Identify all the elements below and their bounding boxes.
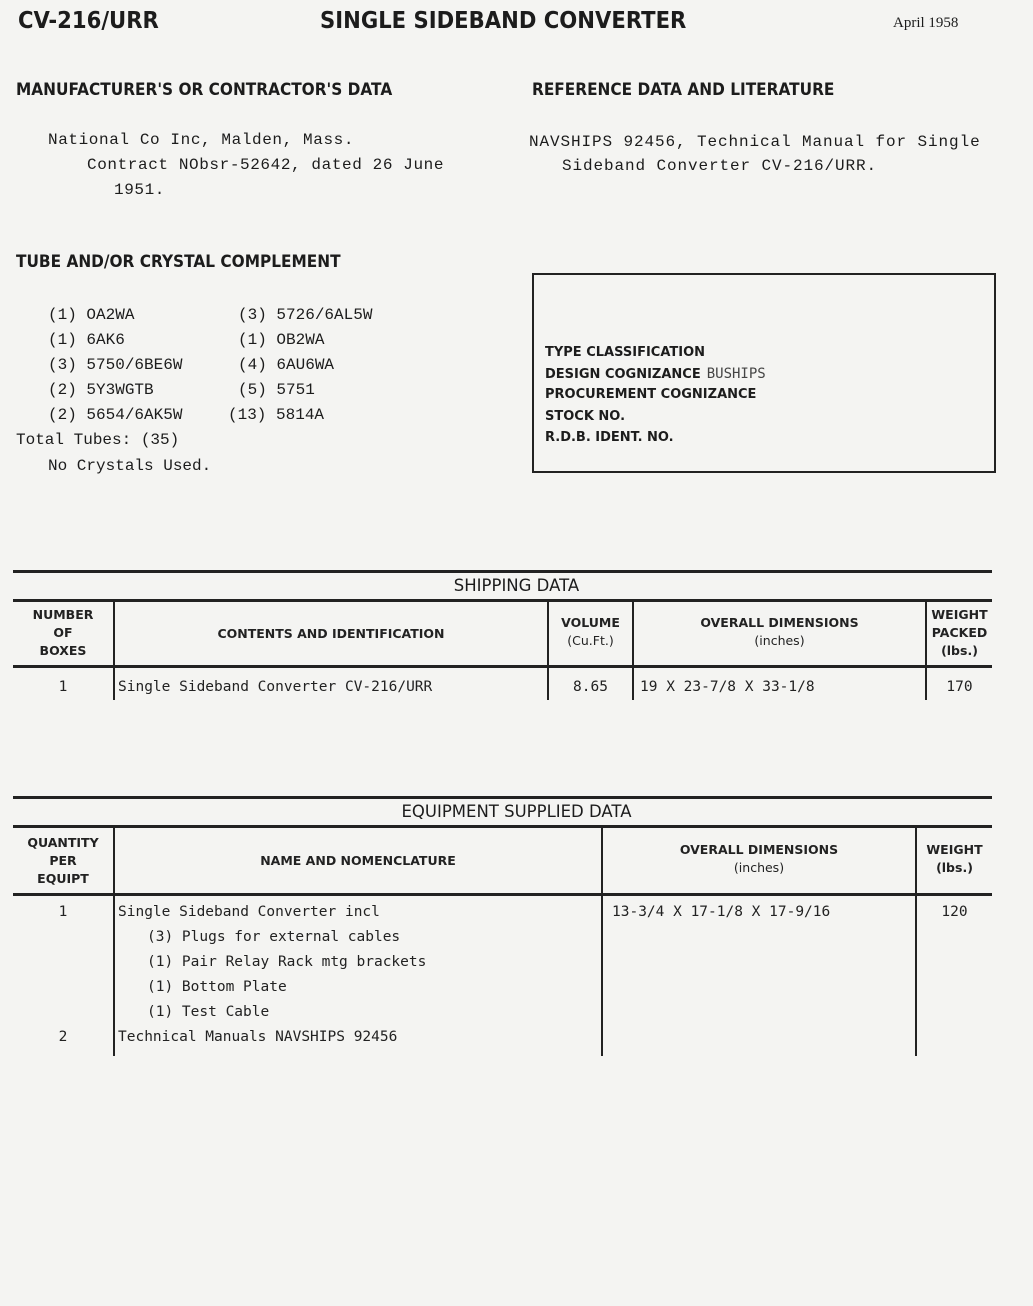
type-classification-label: TYPE CLASSIFICATION: [545, 345, 706, 360]
table-rule: [13, 599, 992, 602]
tube-item: (1) OA2WA: [48, 306, 135, 324]
cell-name: (1) Bottom Plate: [147, 979, 287, 995]
manufacturer-line: 1951.: [114, 181, 166, 199]
cell-name: (1) Pair Relay Rack mtg brackets: [147, 954, 427, 970]
table-rule: [13, 796, 992, 799]
design-cognizance-row: [545, 366, 766, 382]
header-quantity-per-equipt: QUANTITY PER EQUIPT: [27, 835, 99, 886]
model-number: CV-216/URR: [18, 8, 159, 34]
procurement-cognizance-label: PROCUREMENT COGNIZANCE: [545, 387, 757, 402]
tube-item: (2) 5Y3WGTB: [48, 381, 154, 399]
header-overall-dimensions: OVERALL DIMENSIONS (inches): [679, 842, 839, 875]
cell-weight: 170: [946, 679, 973, 695]
column-divider: [113, 600, 115, 700]
table-rule: [13, 825, 992, 828]
table-rule: [13, 570, 992, 573]
table-rule: [13, 893, 992, 896]
crystals-note: No Crystals Used.: [48, 457, 212, 475]
tube-item: (13) 5814A: [228, 406, 325, 424]
cell-quantity: 2: [58, 1029, 68, 1045]
tube-item: (2) 5654/6AK5W: [48, 406, 183, 424]
tube-item: (1) OB2WA: [238, 331, 325, 349]
header-weight: WEIGHT (lbs.): [926, 842, 983, 875]
total-tubes: Total Tubes: (35): [16, 431, 180, 449]
stock-number-label: STOCK NO.: [545, 409, 626, 424]
cell-volume: 8.65: [573, 679, 608, 695]
cell-boxes: 1: [58, 679, 68, 695]
shipping-data-title: SHIPPING DATA: [453, 576, 580, 595]
publication-date: April 1958: [893, 15, 959, 31]
header-name-nomenclature: NAME AND NOMENCLATURE: [260, 853, 456, 868]
reference-line: NAVSHIPS 92456, Technical Manual for Single: [529, 133, 981, 151]
cell-name: Technical Manuals NAVSHIPS 92456: [118, 1029, 398, 1045]
page-title: SINGLE SIDEBAND CONVERTER: [320, 8, 687, 34]
header-volume: VOLUME (Cu.Ft.): [561, 615, 620, 648]
design-cognizance-label: DESIGN COGNIZANCE: [545, 367, 701, 382]
header-overall-dimensions: OVERALL DIMENSIONS (inches): [700, 615, 859, 648]
table-rule: [13, 665, 992, 668]
cell-dimensions: 19 X 23-7/8 X 33-1/8: [640, 679, 815, 695]
cell-quantity: 1: [58, 904, 68, 920]
classification-box: [532, 273, 996, 473]
manufacturer-heading: MANUFACTURER'S OR CONTRACTOR'S DATA: [16, 80, 393, 99]
cell-weight: 120: [941, 904, 968, 920]
cell-name: Single Sideband Converter incl: [118, 904, 380, 920]
tube-item: (3) 5726/6AL5W: [238, 306, 373, 324]
manufacturer-line: Contract NObsr-52642, dated 26 June: [87, 156, 445, 174]
tube-item: (5) 5751: [238, 381, 315, 399]
tube-item: (4) 6AU6WA: [238, 356, 335, 374]
reference-line: Sideband Converter CV-216/URR.: [562, 157, 878, 175]
cell-contents: Single Sideband Converter CV-216/URR: [118, 679, 433, 695]
cell-dimensions: 13-3/4 X 17-1/8 X 17-9/16: [612, 904, 831, 920]
header-weight-packed: WEIGHT PACKED (lbs.): [931, 607, 988, 658]
cell-name: (1) Test Cable: [147, 1004, 270, 1020]
reference-heading: REFERENCE DATA AND LITERATURE: [532, 80, 835, 99]
header-contents: CONTENTS AND IDENTIFICATION: [217, 626, 445, 641]
equipment-supplied-title: EQUIPMENT SUPPLIED DATA: [401, 802, 632, 821]
tube-item: (3) 5750/6BE6W: [48, 356, 183, 374]
cell-name: (3) Plugs for external cables: [147, 929, 401, 945]
rdb-ident-label: R.D.B. IDENT. NO.: [545, 430, 674, 445]
tube-item: (1) 6AK6: [48, 331, 125, 349]
header-number-of-boxes: NUMBER OF BOXES: [32, 607, 94, 658]
tube-complement-heading: TUBE AND/OR CRYSTAL COMPLEMENT: [16, 252, 341, 271]
design-cognizance-value: BUSHIPS: [706, 366, 766, 382]
manufacturer-line: National Co Inc, Malden, Mass.: [48, 131, 355, 149]
